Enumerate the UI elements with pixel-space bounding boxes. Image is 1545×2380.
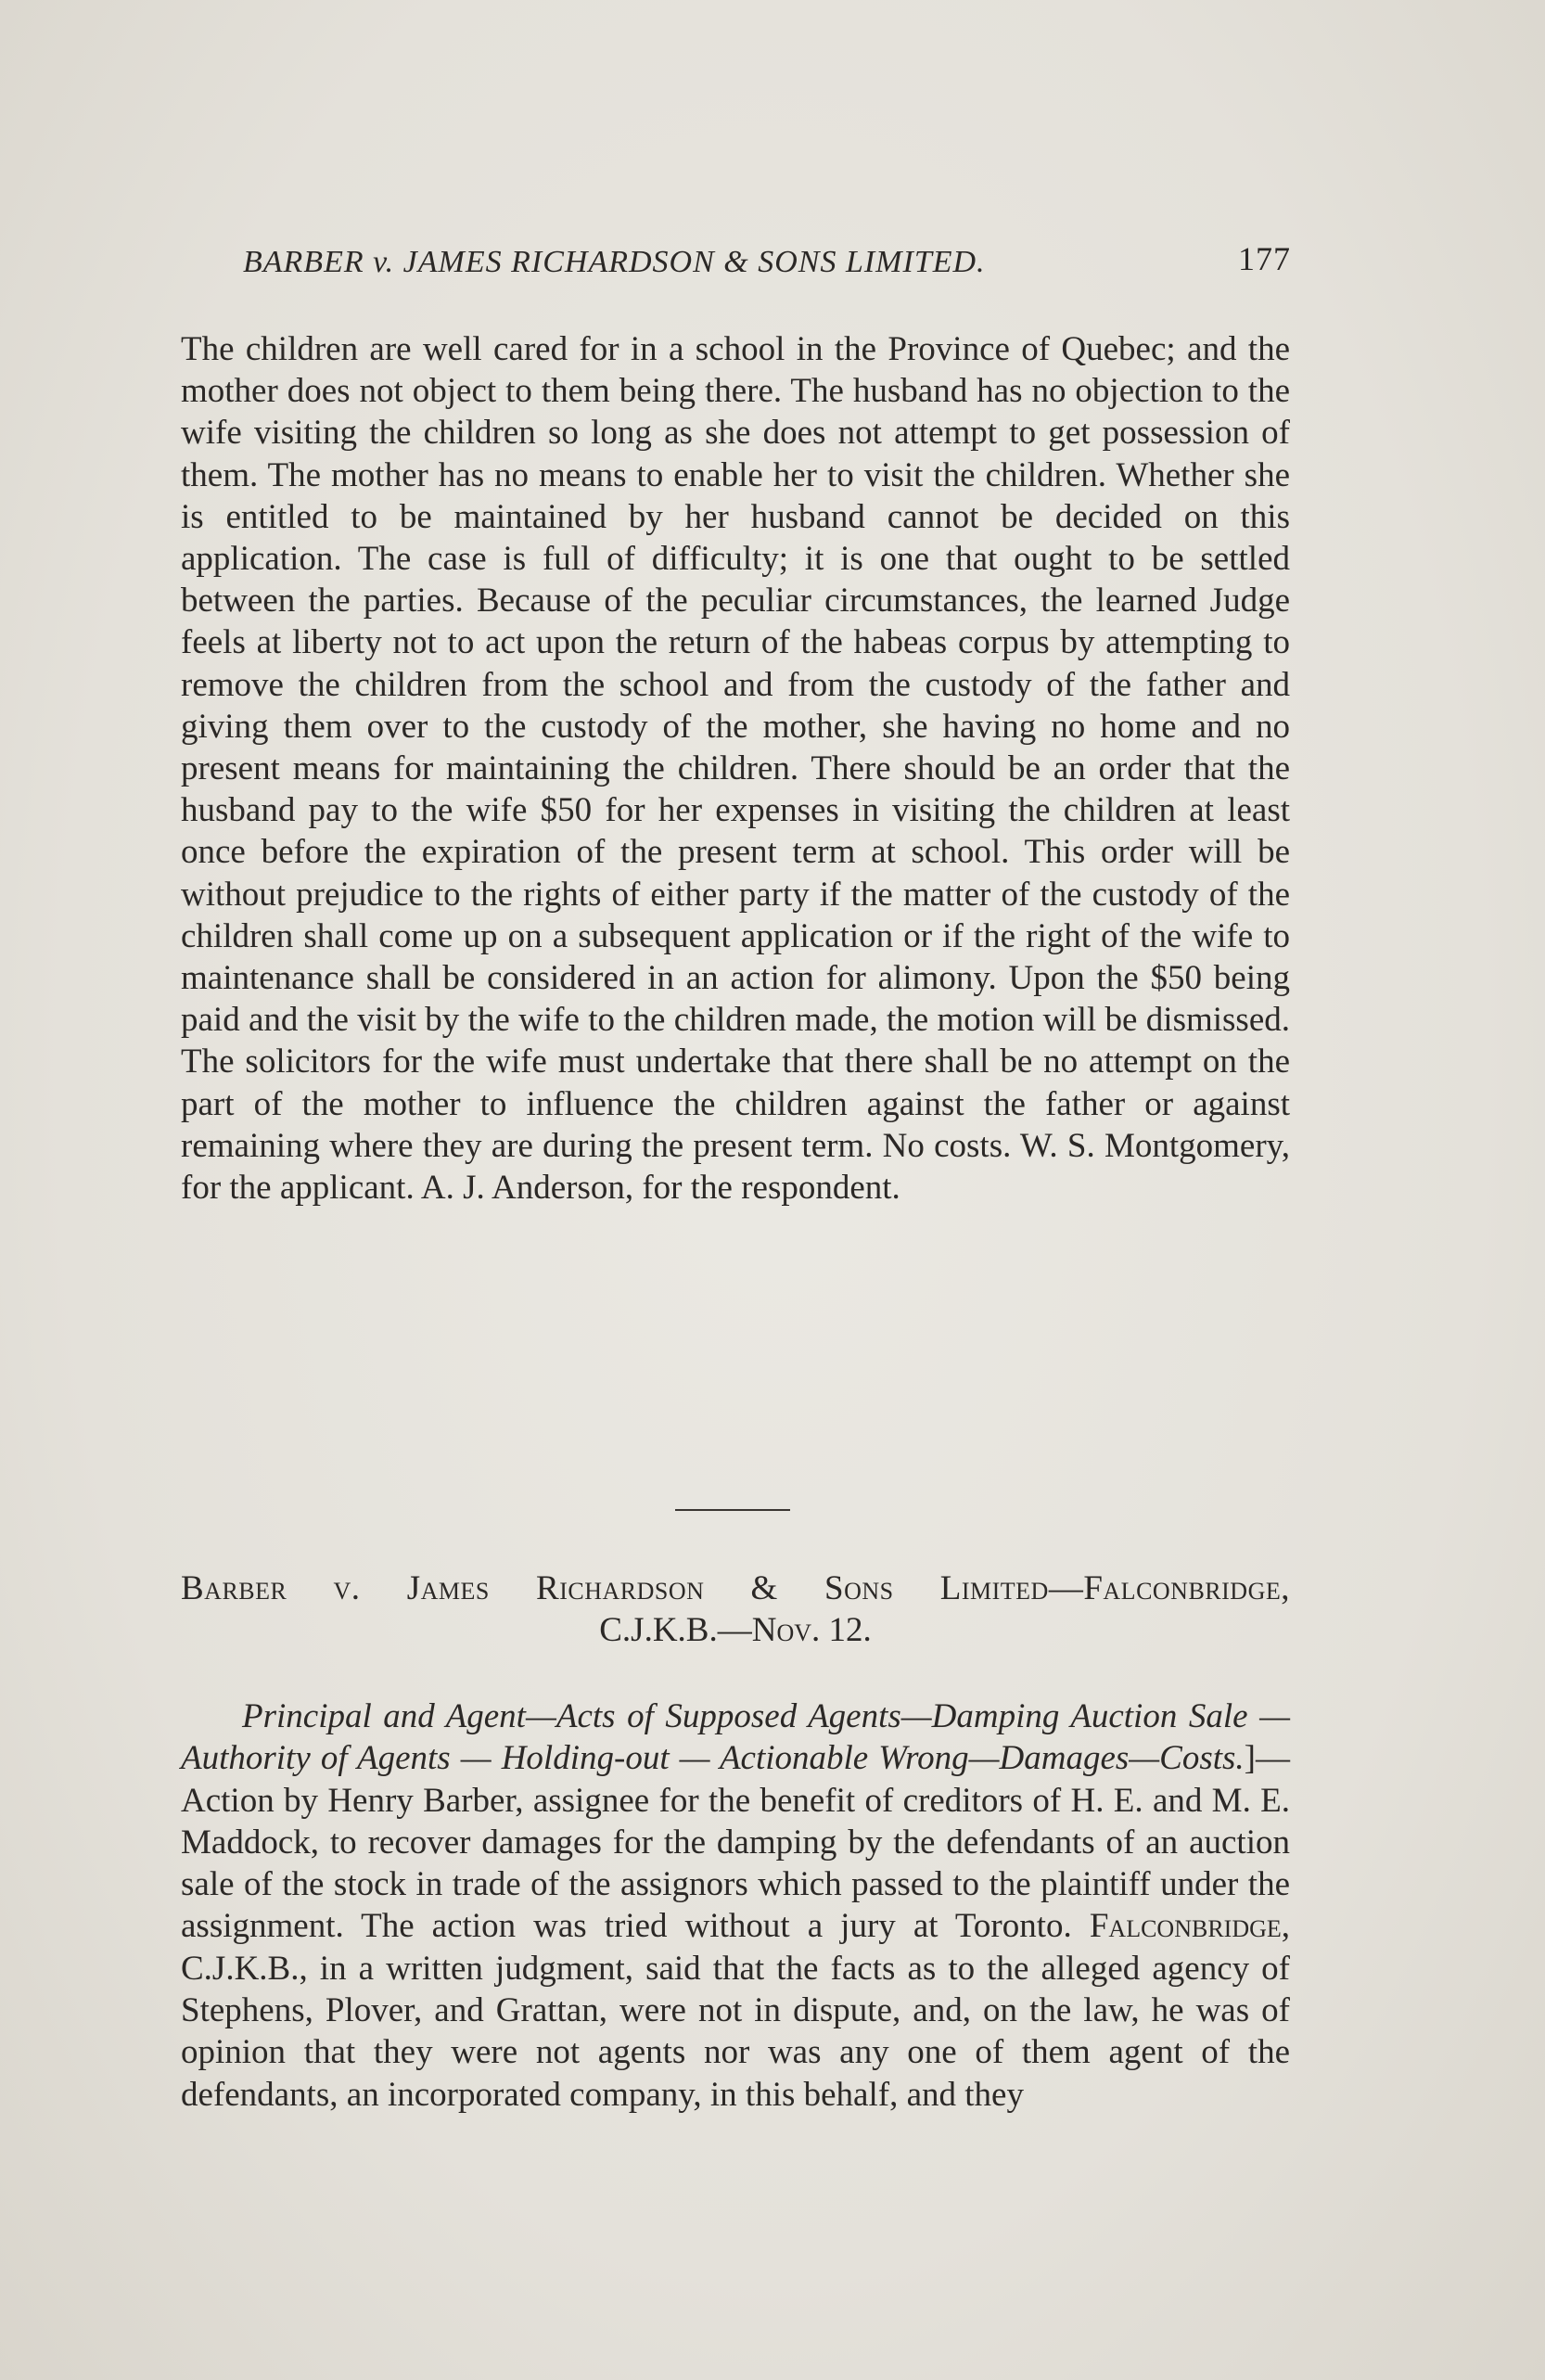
headnote-paragraph (181, 1695, 1290, 2116)
headnote-catchwords: Principal and Agent—Acts of Supposed Agents—Damping Auction Sale — Authority of Agents — Holding-out — Actionable Wrong—Damages—Costs. (181, 1697, 1290, 1778)
continuation-paragraph: The children are well cared for in a school in the Province of Quebec; and the mother does not object to them being there. The husband has no objection to the wife visiting the children so long as she does not attempt to get possession of them. The mother has no means to enable her to visit the children. Whether she is entitled to be maintained by her husband cannot be decided on this application. The case is full of difficulty; it is one that ought to be settled between the parties. Because of the peculiar circumstances, the learned Judge feels at liberty not to act upon the return of the habeas corpus by attempting to remove the children from the school and from the custody of the father and giving them over to the custody of the mother, she having no home and no present means for maintaining the children. There should be an order that the husband pay to the wife $50 for her expenses in visiting the children at least once before the expiration of the present term at school. This order will be without prejudice to the rights of either party if the matter of the custody of the children shall come up on a subsequent application or if the right of the wife to maintenance shall be considered in an action for alimony. Upon the $50 being paid and the visit by the wife to the children made, the motion will be dismissed. The solicitors for the wife must undertake that there shall be no attempt on the part of the mother to influence the children against the father or against remaining where they are during the present term. No costs. W. S. Montgomery, for the applicant. A. J. Anderson, for the respondent. (181, 330, 1290, 1208)
page-number: 177 (1238, 240, 1291, 277)
case-heading-date: C.J.K.B.—Nov. 12. (599, 1611, 872, 1649)
continuation-paragraph-block (181, 328, 1290, 1209)
headnote-judge-name: Falconbridge (1089, 1907, 1282, 1946)
running-head-title: BARBER v. JAMES RICHARDSON & SONS LIMITED. (243, 245, 986, 279)
case-heading-title: Barber v. James Richardson & Sons Limited—Falconbridge, (181, 1569, 1290, 1607)
section-divider (675, 1509, 790, 1511)
case-heading (181, 1567, 1290, 1651)
headnote-text-part1: ]—Action by Henry Barber, assignee for the benefit of creditors of H. E. and M. E. Maddock, to recover damages for the damping by the defendants of an auction sale of the stock in trade of the assignors which passed to the plaintiff under the assignment. The action was tried without a jury at Toronto. (181, 1739, 1290, 1946)
headnote-text-part2: , C.J.K.B., in a written judgment, said that the facts as to the alleged agency of Stephens, Plover, and Grattan, were not in dispute, and, on the law, he was of opinion that they were not agents nor was any one of them agent of the defendants, an incorporated company, in this behalf, and they (181, 1907, 1291, 2114)
running-head (243, 239, 1291, 286)
